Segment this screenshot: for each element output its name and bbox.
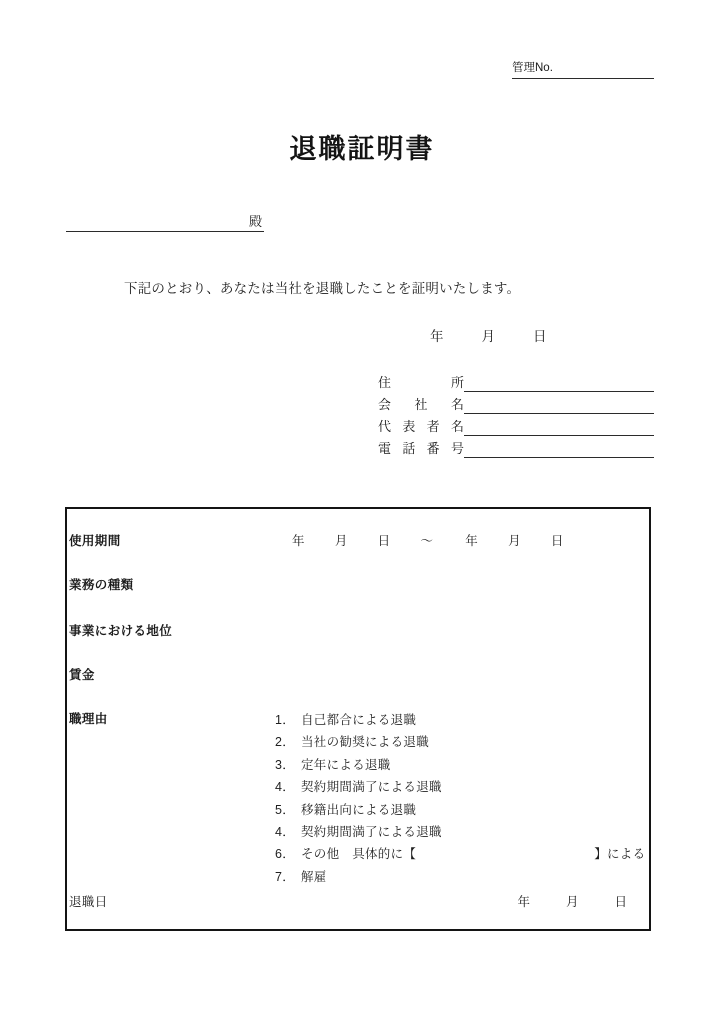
reason-number-5: 5． (275, 802, 296, 817)
issue-date-year: 年 (430, 329, 444, 344)
reason-number-8: 7． (275, 869, 296, 884)
period-range-separator: ～ (420, 534, 434, 548)
company-representative-label: 代表者名 (378, 419, 464, 434)
reason-text-6: 契約期間満了による退職 (301, 825, 442, 840)
issue-date-line (430, 325, 547, 345)
company-row-name (378, 392, 654, 414)
resignation-reason-list (275, 709, 645, 888)
period-from-month: 月 (334, 534, 348, 548)
employment-details-box (65, 507, 651, 931)
company-row-address (378, 370, 654, 392)
reason-text-7-close: 】による (594, 847, 646, 862)
wage-label: 賃金 (69, 668, 95, 682)
company-name-input[interactable] (464, 395, 654, 414)
period-to-month: 月 (508, 534, 521, 548)
reason-number-1: 1． (275, 713, 296, 727)
period-to-day: 日 (550, 534, 564, 548)
retirement-day: 日 (614, 895, 627, 909)
retirement-month: 月 (565, 895, 579, 909)
certification-statement: 下記のとおり、あなたは当社を退職したことを証明いたします。 (124, 281, 521, 296)
company-row-phone (378, 436, 654, 458)
reason-option-5[interactable] (275, 799, 645, 821)
issue-date-month: 月 (481, 329, 495, 344)
reason-option-1[interactable] (275, 709, 645, 731)
reason-text-8: 解雇 (301, 869, 327, 884)
job-type-label: 業務の種類 (69, 578, 134, 592)
resignation-reason-label: 職理由 (69, 712, 108, 726)
company-address-input[interactable] (464, 373, 654, 392)
reason-option-6[interactable] (275, 821, 645, 843)
reason-option-7[interactable] (275, 843, 645, 865)
company-phone-label: 電話番号 (378, 441, 464, 456)
reason-option-3[interactable] (275, 754, 645, 776)
retirement-date-values[interactable] (517, 892, 627, 910)
page-title: 退職証明書 (289, 134, 435, 164)
reason-number-3: 3． (275, 757, 296, 772)
reason-number-7: 6． (275, 847, 296, 862)
addressee-honorific: 殿 (248, 214, 262, 229)
company-representative-input[interactable] (464, 417, 654, 436)
reason-option-8[interactable] (275, 866, 645, 888)
admin-number-field[interactable] (512, 62, 654, 79)
company-address-label: 住所 (378, 375, 464, 390)
company-row-representative (378, 414, 654, 436)
reason-text-2: 当社の勧奨による退職 (301, 735, 430, 750)
reason-number-2: 2． (275, 735, 296, 750)
reason-text-3: 定年による退職 (301, 757, 391, 772)
period-from-year: 年 (292, 534, 305, 548)
employment-period-label: 使用期間 (69, 534, 121, 548)
retirement-year: 年 (517, 895, 530, 909)
reason-number-4: 4． (275, 780, 296, 795)
admin-number-label: 管理No. (512, 62, 553, 74)
reason-text-1: 自己都合による退職 (301, 713, 417, 727)
issue-date-day: 日 (533, 329, 547, 344)
employment-period-dates[interactable] (292, 531, 564, 549)
reason-text-4: 契約期間満了による退職 (301, 780, 442, 795)
reason-number-6: 4． (275, 825, 296, 840)
reason-text-7: その他 具体的に【 (301, 847, 417, 862)
position-label: 事業における地位 (69, 624, 173, 638)
period-from-day: 日 (377, 534, 391, 548)
reason-text-5: 移籍出向による退職 (301, 802, 417, 817)
reason-option-2[interactable] (275, 731, 645, 753)
period-to-year: 年 (465, 534, 479, 548)
addressee-field[interactable] (66, 208, 264, 232)
company-name-label: 会社名 (378, 397, 464, 412)
company-info-block (378, 370, 654, 458)
reason-option-4[interactable] (275, 776, 645, 798)
retirement-date-label: 退職日 (69, 895, 108, 909)
company-phone-input[interactable] (464, 439, 654, 458)
